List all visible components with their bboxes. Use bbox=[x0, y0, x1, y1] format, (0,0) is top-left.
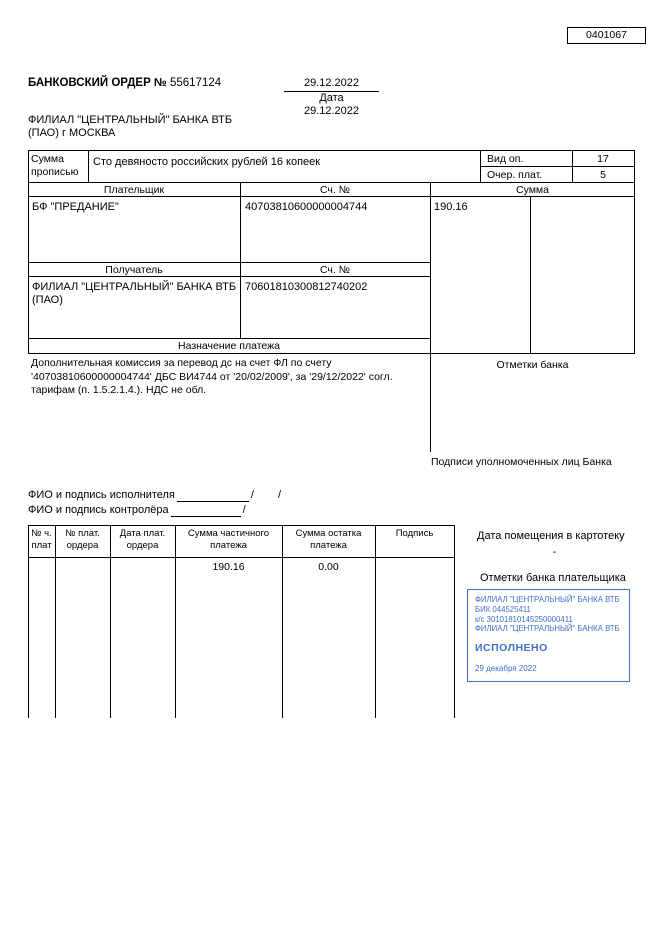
date-block bbox=[284, 77, 379, 118]
card-index-value: - bbox=[552, 546, 557, 558]
grid-line bbox=[480, 166, 635, 167]
stamp-bank-name: ФИЛИАЛ "ЦЕНТРАЛЬНЫЙ" БАНКА ВТБ bbox=[475, 595, 620, 604]
purpose-header: Назначение платежа bbox=[178, 340, 280, 352]
grid-line bbox=[530, 196, 531, 353]
form-code-box bbox=[567, 27, 646, 44]
payer-account: 40703810600000004744 bbox=[245, 201, 368, 213]
stamp-bik: БИК 044525411 bbox=[475, 604, 531, 614]
date-value-bottom: 29.12.2022 bbox=[303, 105, 360, 117]
document-title bbox=[28, 77, 221, 90]
bank-name-line1: ФИЛИАЛ "ЦЕНТРАЛЬНЫЙ" БАНКА ВТБ bbox=[28, 114, 233, 126]
order-number: 55617124 bbox=[169, 77, 222, 89]
column-header-order-number: № плат. ордера bbox=[65, 528, 100, 551]
payer-bank-marks-label: Отметки банка плательщика bbox=[480, 572, 626, 584]
grid-line bbox=[28, 338, 430, 339]
payer-name: БФ "ПРЕДАНИЕ" bbox=[32, 201, 119, 213]
priority-label: Очер. плат. bbox=[487, 169, 543, 181]
grid-line bbox=[634, 150, 635, 353]
controller-signature-row bbox=[28, 504, 246, 517]
bank-signatures-label: Подписи уполномоченных лиц Банка bbox=[431, 456, 612, 468]
grid-line bbox=[28, 557, 454, 558]
card-index-label: Дата помещения в картотеку bbox=[477, 530, 625, 542]
slash-icon: / bbox=[242, 504, 246, 516]
grid-line bbox=[88, 150, 89, 182]
controller-label: ФИО и подпись контролёра bbox=[28, 504, 169, 516]
grid-line bbox=[375, 525, 376, 718]
stamp-status: ИСПОЛНЕНО bbox=[475, 642, 548, 655]
sum-header: Сумма bbox=[516, 184, 549, 196]
payee-name-line2: (ПАО) bbox=[32, 294, 63, 306]
grid-line bbox=[28, 525, 454, 526]
grid-line bbox=[430, 182, 431, 452]
form-code: 0401067 bbox=[586, 29, 627, 41]
grid-line bbox=[28, 150, 29, 353]
stamp-corr-account: к/с 30101810145250000411 bbox=[475, 614, 573, 624]
grid-line bbox=[28, 262, 430, 263]
purpose-text: Дополнительная комиссия за перевод дс на счет ФЛ по счету '40703810600000004744' ДБС ВИ4744 от '20/02/2009', за '29/12/2022' согл. тарифам (п. 1.5.2.1.4.). НДС не обл. bbox=[31, 357, 393, 396]
payee-account-header: Сч. № bbox=[319, 264, 351, 276]
bank-stamp bbox=[467, 589, 630, 682]
rest-sum-value: 0.00 bbox=[318, 561, 339, 573]
payer-header: Плательщик bbox=[103, 184, 165, 196]
grid-line bbox=[28, 525, 29, 718]
payer-account-header: Сч. № bbox=[319, 184, 351, 196]
op-type-label: Вид оп. bbox=[487, 153, 524, 165]
grid-line bbox=[28, 196, 635, 197]
payee-name bbox=[32, 281, 236, 307]
partial-sum-value: 190.16 bbox=[212, 561, 245, 573]
bank-name-line2: (ПАО) г МОСКВА bbox=[28, 127, 116, 139]
signature-line bbox=[177, 491, 249, 502]
bank-marks-header: Отметки банка bbox=[496, 359, 569, 371]
grid-line bbox=[28, 182, 635, 183]
date-value-top: 29.12.2022 bbox=[284, 77, 379, 92]
stamp-bank-name-2: ФИЛИАЛ "ЦЕНТРАЛЬНЫЙ" БАНКА ВТБ bbox=[475, 624, 620, 634]
grid-line bbox=[28, 150, 635, 151]
grid-line bbox=[28, 353, 635, 354]
grid-line bbox=[28, 276, 430, 277]
priority-value: 5 bbox=[600, 169, 606, 181]
payee-header: Получатель bbox=[105, 264, 163, 276]
executor-signature-row bbox=[28, 489, 281, 502]
grid-line bbox=[454, 525, 455, 718]
payee-account: 70601810300812740202 bbox=[245, 281, 368, 293]
column-header-order-date: Дата плат. ордера bbox=[119, 528, 166, 551]
grid-line bbox=[55, 525, 56, 718]
column-header-signature: Подпись bbox=[395, 528, 434, 539]
column-header-partial-sum: Сумма частичного платежа bbox=[187, 528, 270, 551]
payee-name-line1: ФИЛИАЛ "ЦЕНТРАЛЬНЫЙ" БАНКА ВТБ bbox=[32, 281, 237, 293]
grid-line bbox=[240, 182, 241, 338]
slash-icon: / bbox=[250, 489, 254, 501]
column-header-rest-sum: Сумма остатка платежа bbox=[295, 528, 362, 551]
amount-in-words: Сто девяносто российских рублей 16 копеек bbox=[93, 156, 321, 168]
stamp-date: 29 декабря 2022 bbox=[475, 664, 537, 674]
column-header-partial-number: № ч. плат bbox=[31, 528, 52, 551]
grid-line bbox=[282, 525, 283, 718]
amount-words-label: Сумма прописью bbox=[31, 153, 79, 178]
grid-line bbox=[480, 150, 481, 182]
grid-line bbox=[175, 525, 176, 718]
op-type-value: 17 bbox=[597, 153, 609, 165]
executor-label: ФИО и подпись исполнителя bbox=[28, 489, 175, 501]
bank-name bbox=[28, 114, 232, 140]
slash-icon: / bbox=[277, 489, 282, 501]
date-label: Дата bbox=[319, 92, 344, 104]
grid-line bbox=[110, 525, 111, 718]
signature-line bbox=[171, 506, 241, 517]
payment-sum: 190.16 bbox=[434, 201, 468, 213]
title-label: БАНКОВСКИЙ ОРДЕР № bbox=[28, 77, 167, 89]
